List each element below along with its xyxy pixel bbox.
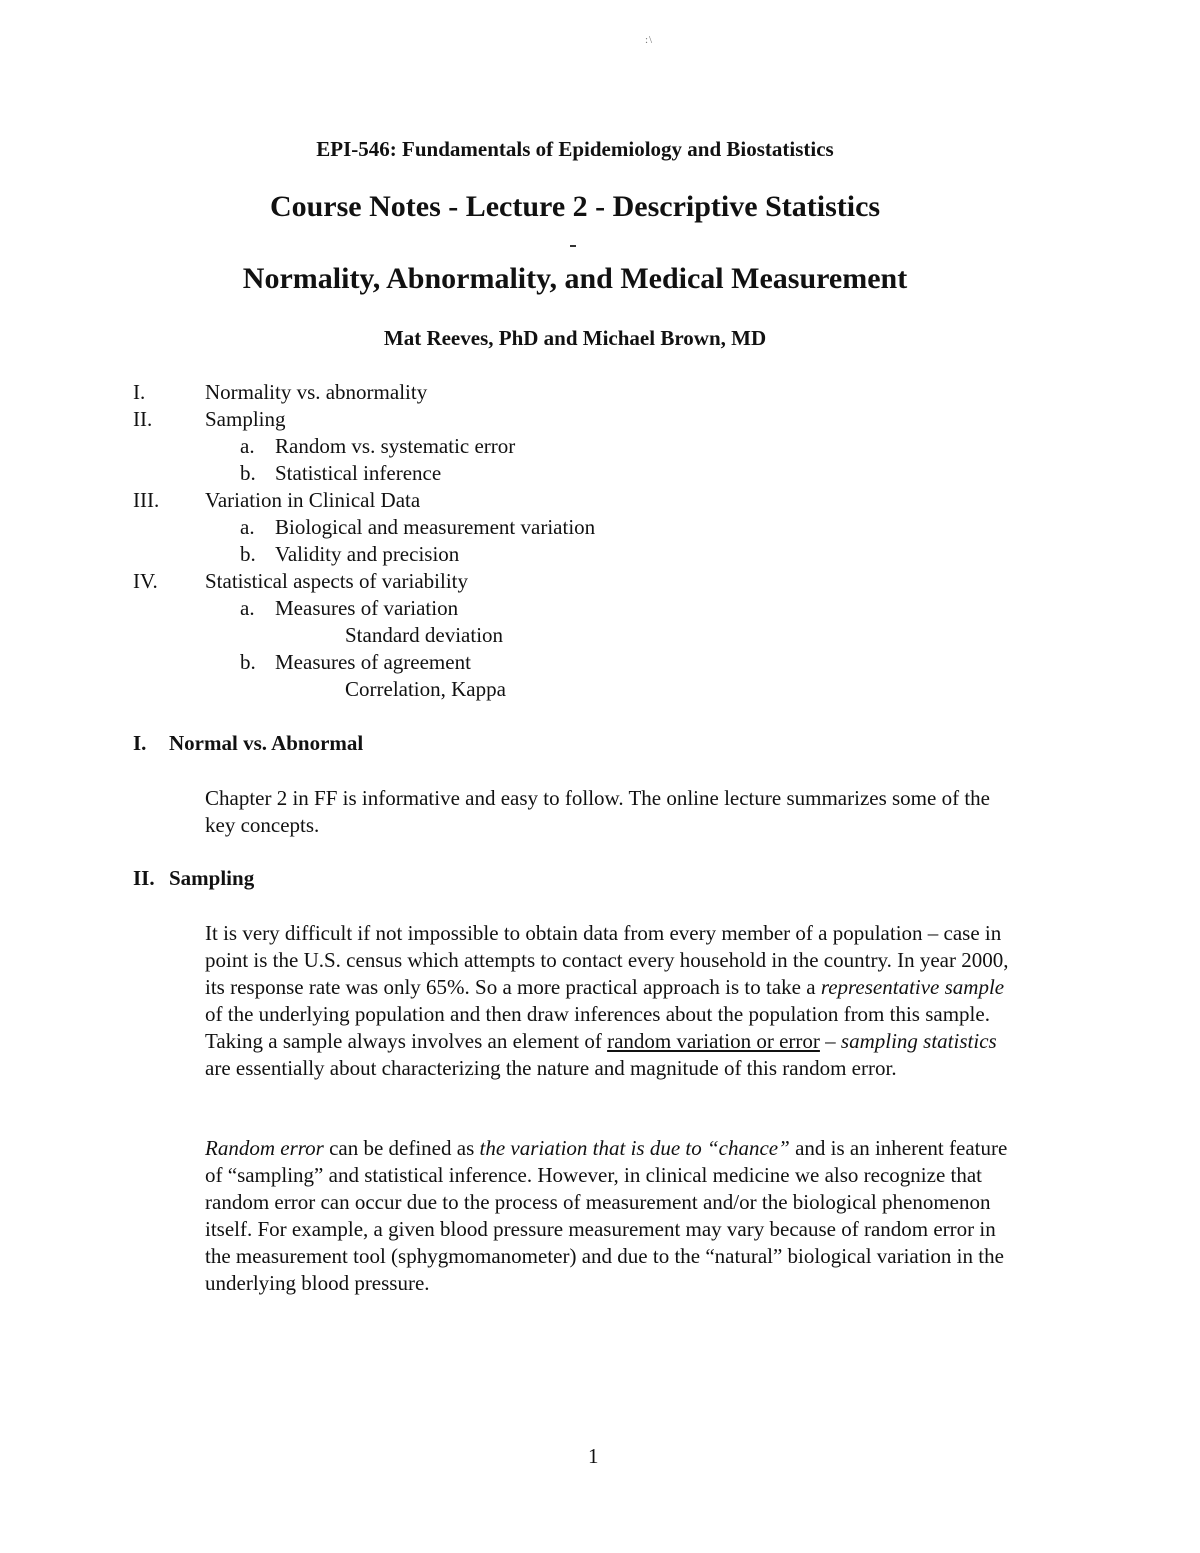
- page-number: 1: [588, 1444, 599, 1468]
- course-title: EPI-546: Fundamentals of Epidemiology and Biostatistics: [316, 137, 834, 161]
- outline-number: IV.: [133, 569, 158, 593]
- outline-subitem: Measures of variation: [275, 596, 459, 620]
- outline-letter: a.: [240, 434, 255, 458]
- italic-text: sampling statistics: [840, 1029, 997, 1053]
- section-heading-normal-vs-abnormal: [133, 731, 363, 756]
- outline-subitem: Statistical inference: [275, 461, 442, 485]
- section-title: Sampling: [169, 866, 255, 890]
- outline-subitem: Measures of agreement: [275, 650, 471, 674]
- italic-text: representative sample: [820, 975, 1005, 999]
- text-run: –: [819, 1029, 841, 1053]
- outline-number: II.: [133, 407, 153, 431]
- text-run: of the underlying population and then draw inferences about the population from this sample. Taking a sample always involves an element of: [205, 1002, 990, 1053]
- outline-letter: b.: [240, 461, 256, 485]
- outline-subsubitem: Standard deviation: [345, 623, 504, 647]
- section-number: II.: [133, 866, 155, 890]
- text-run: and is an inherent feature of “sampling” and statistical inference. However, in clinical medicine we also recognize that random error can occur due to the process of measurement and/or the biological phenomenon itself. For example, a given blood pressure measurement may vary because of random error in the measurement tool (sphygmomanometer) and due to the “natural” biological variation in the underlying blood pressure.: [205, 1136, 1008, 1295]
- scan-mark: :\: [645, 34, 654, 46]
- outline-item: Sampling: [205, 407, 286, 431]
- section-heading-sampling: [133, 866, 254, 891]
- outline-letter: b.: [240, 542, 256, 566]
- outline-number: I.: [133, 380, 146, 404]
- lecture-title: Course Notes - Lecture 2 - Descriptive Statistics: [269, 190, 881, 223]
- outline-subitem: Biological and measurement variation: [275, 515, 596, 539]
- text-run: are essentially about characterizing the nature and magnitude of this random error.: [205, 1056, 897, 1080]
- outline-subsubitem: Correlation, Kappa: [345, 677, 506, 701]
- text-run: It is very difficult if not impossible to obtain data from every member of a population – case in point is the U.S. census which attempts to contact every household in the country. In year 2000, its response rate was only 65%. So a more practical approach is to take a: [205, 921, 1009, 999]
- section-paragraph: [205, 920, 1020, 1082]
- outline-item: Variation in Clinical Data: [205, 488, 421, 512]
- stray-mark: [570, 245, 576, 247]
- outline-number: III.: [133, 488, 160, 512]
- outline-subitem: Random vs. systematic error: [275, 434, 516, 458]
- paragraph-text: [205, 920, 1020, 1082]
- document-subtitle: Normality, Abnormality, and Medical Measurement: [242, 262, 908, 295]
- outline-item: Statistical aspects of variability: [205, 569, 469, 593]
- italic-text: Random error: [205, 1136, 324, 1160]
- italic-text: the variation that is due to “chance”: [479, 1136, 790, 1160]
- outline-letter: a.: [240, 515, 255, 539]
- section-title: Normal vs. Abnormal: [169, 731, 364, 755]
- outline-subitem: Validity and precision: [275, 542, 460, 566]
- section-number: I.: [133, 731, 147, 755]
- section-paragraph: [205, 1135, 1020, 1297]
- underlined-text: random variation or error: [607, 1029, 820, 1053]
- outline-letter: a.: [240, 596, 255, 620]
- outline-letter: b.: [240, 650, 256, 674]
- section-paragraph: [205, 785, 1020, 839]
- paragraph-text: Chapter 2 in FF is informative and easy to follow. The online lecture summarizes some of the key concepts.: [205, 786, 990, 837]
- paragraph-text: [205, 1135, 1020, 1297]
- authors: Mat Reeves, PhD and Michael Brown, MD: [383, 326, 767, 350]
- text-run: can be defined as: [323, 1136, 480, 1160]
- outline-item: Normality vs. abnormality: [205, 380, 428, 404]
